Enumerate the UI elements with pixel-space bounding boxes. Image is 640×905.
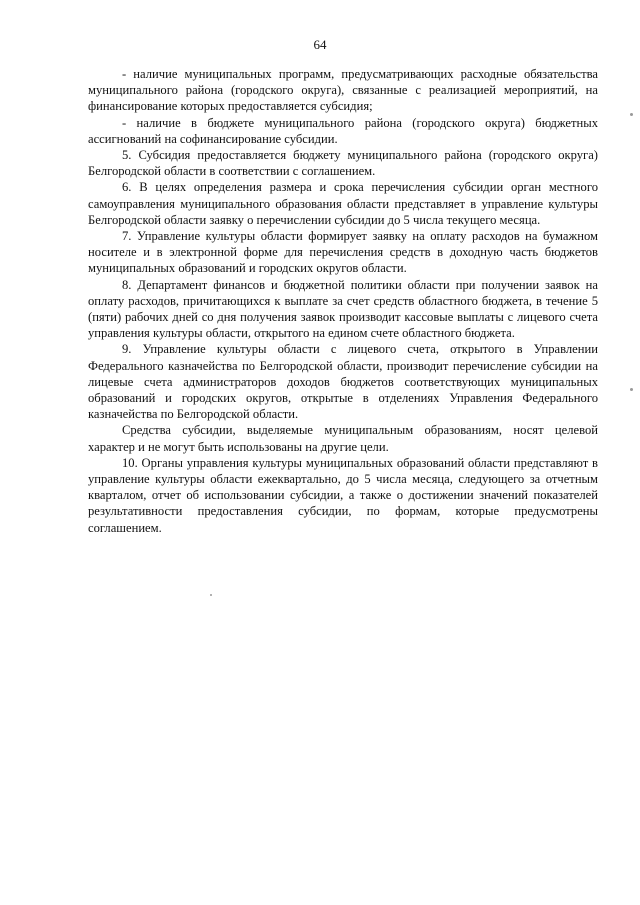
paragraph-10-reporting: 10. Органы управления культуры муниципальных образований области представляют в управление культуры области ежеквартально, до 5 числа месяца, следующего за отчетным кварталом, отчет об использовании субсидии, а также о достижении значений показателей результативности предоставления субсидии, по формам, которые предусмотрены соглашением. xyxy=(88,455,598,535)
paragraph-9-transfer: 9. Управление культуры области с лицевого счета, открытого в Управлении Федерального казначейства по Белгородской области, производит перечисление субсидии на лицевые счета администраторов доходов бюджетов соответствующих муниципальных образований и городских округов, открытые в отделениях Управления Федерального казначейства по Белгородской области. xyxy=(88,342,598,422)
paragraph-8-finance-department: 8. Департамент финансов и бюджетной политики области при получении заявок на оплату расходов, причитающихся к выплате за счет средств областного бюджета, в течение 5 (пяти) рабочих дней со дня получения заявок производит кассовые выплаты с лицевого счета управления культуры области, открытого на едином счете областного бюджета. xyxy=(88,277,598,341)
document-body xyxy=(88,66,598,536)
scan-speck xyxy=(630,388,633,391)
paragraph-6-subsidy-request: 6. В целях определения размера и срока перечисления субсидии орган местного самоуправления муниципального образования области представляет в управление культуры Белгородской области заявку о перечислении субсидии до 5 числа текущего месяца. xyxy=(88,180,598,227)
paragraph-7-payment-request: 7. Управление культуры области формирует заявку на оплату расходов на бумажном носителе и в электронной форме для перечисления средств в доходную часть бюджетов муниципальных образований и городских округов области. xyxy=(88,229,598,276)
scan-speck xyxy=(210,594,212,596)
paragraph-5-subsidy-provision: 5. Субсидия предоставляется бюджету муниципального района (городского округа) Белгородской области в соответствии с соглашением. xyxy=(88,148,598,179)
paragraph-municipal-programs: - наличие муниципальных программ, предусматривающих расходные обязательства муниципального района (городского округа), связанные с реализацией мероприятий, на финансирование которых предоставляется субсидия; xyxy=(88,67,598,114)
paragraph-budget-allocations: - наличие в бюджете муниципального района (городского округа) бюджетных ассигнований на софинансирование субсидии. xyxy=(88,115,598,146)
page-number: 64 xyxy=(313,37,327,52)
paragraph-subsidy-purpose: Средства субсидии, выделяемые муниципальным образованиям, носят целевой характер и не могут быть использованы на другие цели. xyxy=(88,423,598,454)
scan-speck xyxy=(630,113,633,116)
